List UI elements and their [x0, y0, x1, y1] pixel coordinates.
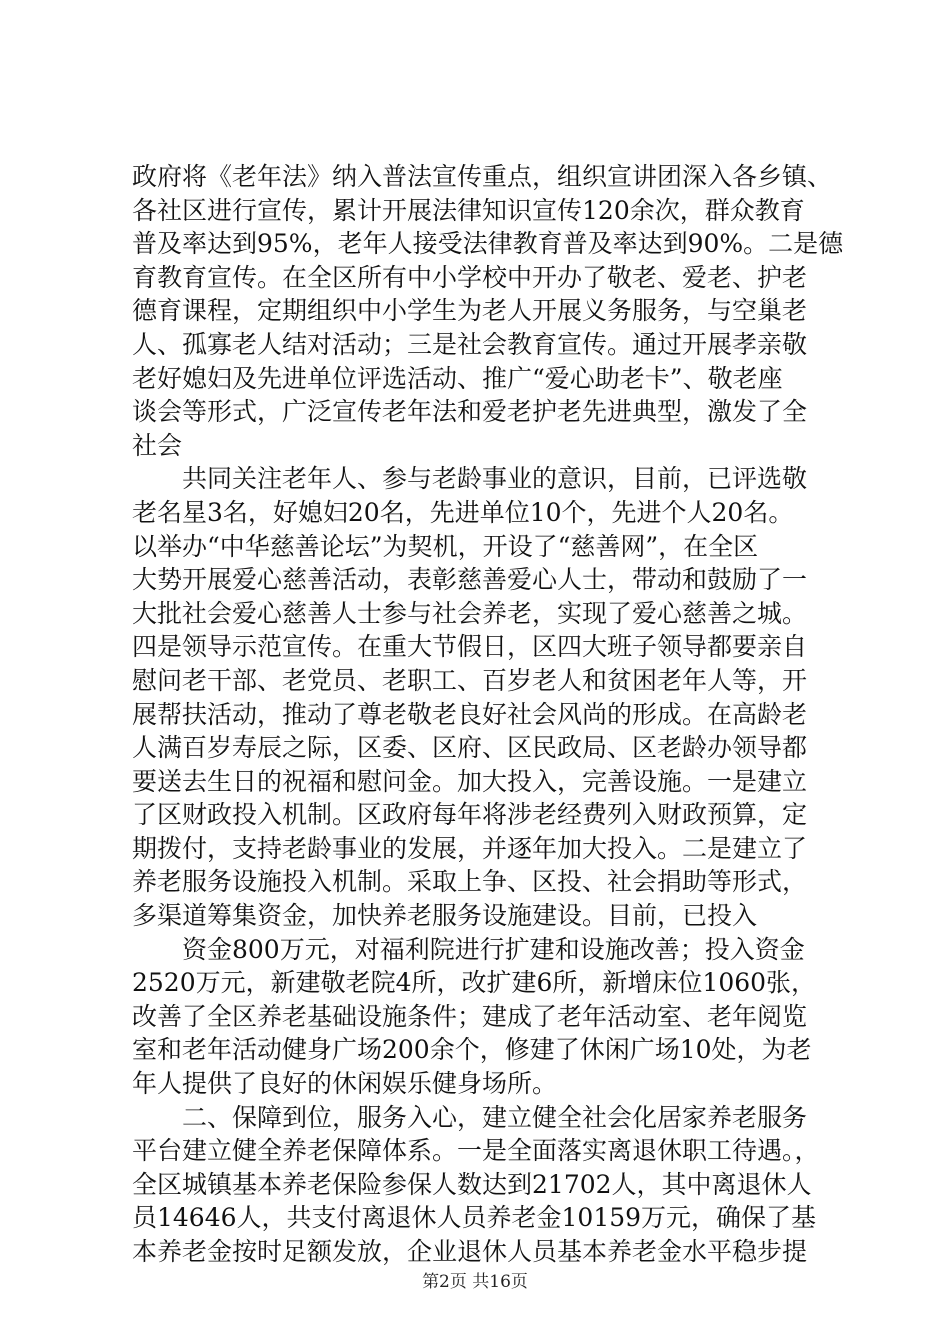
text-line: 德育课程，定期组织中小学生为老人开展义务服务，与空巢老 [132, 296, 808, 326]
text-line: 普及率达到95%，老年人接受法律教育普及率达到90%。二是德 [132, 229, 844, 259]
text-line: 本养老金按时足额发放，企业退休人员基本养老金水平稳步提 [132, 1237, 808, 1266]
text-line: 室和老年活动健身广场200余个，修建了休闲广场10处，为老 [132, 1035, 812, 1065]
text-line: 以举办“中华慈善论坛”为契机，开设了“慈善网”，在全区 [132, 531, 759, 561]
text-line: 人满百岁寿辰之际，区委、区府、区民政局、区老龄办领导都 [132, 733, 808, 763]
body-text [132, 160, 844, 1269]
text-line: 要送去生日的祝福和慰问金。加大投入，完善设施。一是建立 [132, 766, 808, 796]
text-line: 老名星3名，好媳妇20名，先进单位10个，先进个人20名。 [132, 497, 794, 527]
page-footer [0, 1270, 950, 1294]
text-line: 养老服务设施投入机制。采取上争、区投、社会捐助等形式， [132, 867, 808, 897]
text-line: 大批社会爱心慈善人士参与社会养老，实现了爱心慈善之城。 [132, 598, 808, 628]
text-line: 员14646人，共支付离退休人员养老金10159万元，确保了基 [132, 1203, 817, 1233]
text-line: 全区城镇基本养老保险参保人数达到21702人，其中离退休人 [132, 1169, 812, 1199]
text-line: 平台建立健全养老保障体系。一是全面落实离退休职工待遇。， [132, 1136, 820, 1166]
text-line: 人、孤寡老人结对活动；三是社会教育宣传。通过开展孝亲敬 [132, 329, 808, 359]
text-line: 老好媳妇及先进单位评选活动、推广“爱心助老卡”、敬老座 [132, 363, 783, 393]
text-line: 了区财政投入机制。区政府每年将涉老经费列入财政预算，定 [132, 800, 808, 830]
text-line: 多渠道筹集资金，加快养老服务设施建设。目前，已投入 [132, 901, 758, 931]
text-line: 育教育宣传。在全区所有中小学校中开办了敬老、爱老、护老 [132, 262, 808, 292]
paragraph-start-line: 资金800万元，对福利院进行扩建和设施改善；投入资金 [182, 934, 805, 964]
text-line: 各社区进行宣传，累计开展法律知识宣传120余次，群众教育 [132, 195, 805, 225]
text-line: 期拨付，支持老龄事业的发展，并逐年加大投入。二是建立了 [132, 833, 808, 863]
paragraph-start-line: 二、保障到位，服务入心，建立健全社会化居家养老服务 [182, 1102, 808, 1132]
text-line: 改善了全区养老基础设施条件；建成了老年活动室、老年阅览 [132, 1001, 808, 1031]
text-line: 四是领导示范宣传。在重大节假日，区四大班子领导都要亲自 [132, 632, 808, 662]
text-line: 社会 [132, 430, 183, 460]
text-line: 年人提供了良好的休闲娱乐健身场所。 [132, 1069, 558, 1099]
paragraph-start-line: 共同关注老年人、参与老龄事业的意识，目前，已评选敬 [182, 464, 808, 494]
text-line: 慰问老干部、老党员、老职工、百岁老人和贫困老年人等，开 [132, 665, 808, 695]
page-number-label: 第2页 共16页 [422, 1272, 528, 1292]
text-line: 谈会等形式，广泛宣传老年法和爱老护老先进典型，激发了全 [132, 397, 808, 427]
text-line: 展帮扶活动，推动了尊老敬老良好社会风尚的形成。在高龄老 [132, 699, 808, 729]
text-line: 大势开展爱心慈善活动，表彰慈善爱心人士，带动和鼓励了一 [132, 565, 808, 595]
text-line: 2520万元，新建敬老院4所，改扩建6所，新增床位1060张， [132, 968, 817, 998]
text-line: 政府将《老年法》纳入普法宣传重点，组织宣讲团深入各乡镇、 [132, 162, 833, 191]
